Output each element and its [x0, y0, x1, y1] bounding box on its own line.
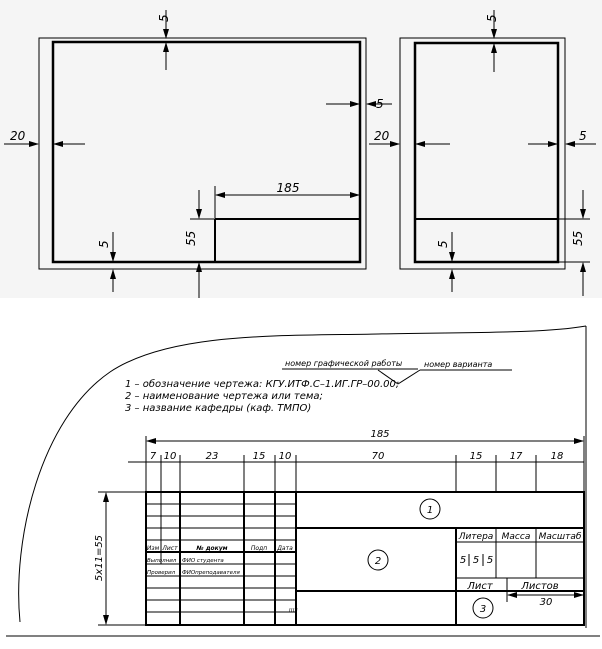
sheet-lists-label: Листов: [521, 581, 559, 592]
litera-cell-2: 5: [472, 555, 480, 566]
right-top-dim-5: 5: [485, 14, 499, 22]
col-width-1: 7: [149, 451, 157, 462]
header-list: Лист: [162, 545, 178, 552]
col-width-8: 17: [509, 451, 523, 462]
header-doc-number: № докум: [196, 545, 228, 552]
portrait-sheet-frame: [369, 10, 596, 296]
title-block-total-width: 185: [370, 429, 390, 440]
stage-scale: Масштаб: [538, 532, 582, 542]
col-width-6: 70: [371, 451, 385, 462]
note-line-3: 3 – название кафедры (каф. ТМПО): [125, 403, 312, 414]
circle-label-3: 3: [479, 604, 487, 615]
col-width-2: 10: [163, 451, 177, 462]
litera-cell-3: 5: [486, 555, 494, 566]
left-dim-20: 20: [10, 129, 26, 143]
col-width-7: 15: [469, 451, 483, 462]
col-width-5: 10: [278, 451, 292, 462]
sheet-list-label: Лист: [467, 581, 493, 592]
header-izm: Изм: [146, 545, 160, 552]
left-dim-55: 55: [184, 230, 198, 246]
litera-cell-1: 5: [459, 555, 467, 566]
variant-number-label: номер варианта: [424, 360, 493, 369]
row-checked-value: ФИОпреподавателя: [182, 570, 240, 576]
right-right-dim-5: 5: [579, 129, 587, 143]
row-checked-label: Проверил: [147, 570, 176, 576]
header-signature: Подп: [250, 545, 268, 552]
row-performed-value: ФИО студента: [182, 558, 224, 564]
right-dim-55: 55: [571, 230, 585, 246]
title-block-dimensions: [98, 436, 584, 625]
sheet-width-30: 30: [539, 597, 553, 608]
circle-label-1: 1: [426, 505, 434, 516]
graphic-work-number-label: номер графической работы: [285, 359, 403, 368]
sheet-edge-outline: [6, 326, 600, 636]
left-right-dim-5: 5: [376, 97, 384, 111]
header-date: Дата: [277, 545, 293, 552]
row-performed-label: Выполнил: [147, 558, 177, 564]
left-top-dim-5: 5: [157, 14, 171, 22]
note-line-2: 2 – наименование чертежа или тема;: [125, 391, 323, 402]
small-mark: ШЗ: [289, 608, 298, 614]
col-width-3: 23: [205, 451, 219, 462]
circle-label-2: 2: [374, 556, 382, 567]
right-bottom-dim-5: 5: [436, 240, 450, 248]
title-block-height-label: 5x11=55: [94, 534, 105, 582]
note-line-1: 1 – обозначение чертежа: КГУ.ИТФ.С–1.ИГ.ГР–00.00;: [125, 379, 400, 390]
col-width-9: 18: [550, 451, 564, 462]
stage-litera: Литера: [458, 532, 494, 542]
col-width-4: 15: [252, 451, 266, 462]
landscape-sheet-frame: [4, 10, 392, 298]
stage-mass: Масса: [501, 532, 531, 542]
dim-185: 185: [276, 181, 300, 195]
left-bottom-dim-5: 5: [97, 240, 111, 248]
right-dim-20: 20: [374, 129, 390, 143]
